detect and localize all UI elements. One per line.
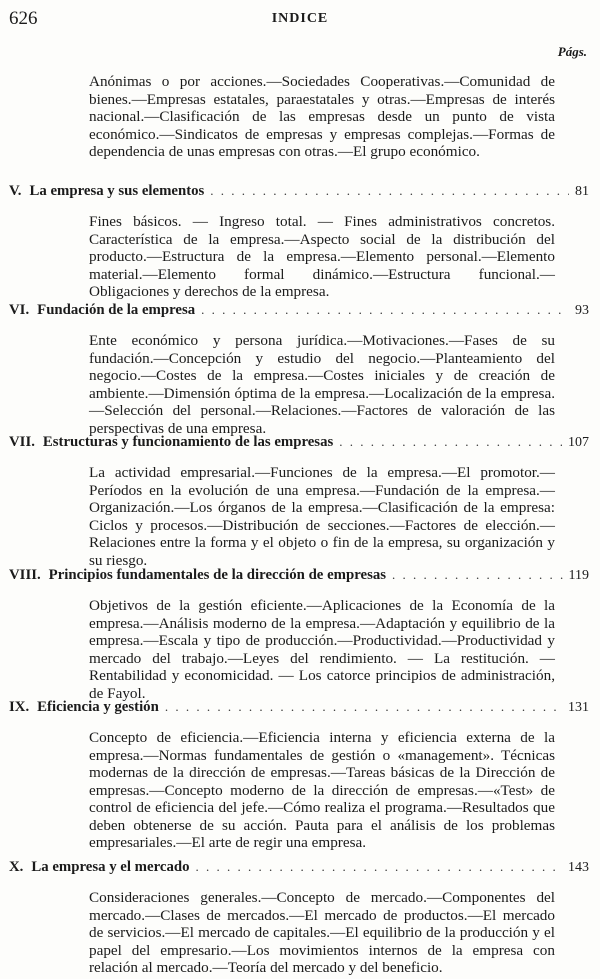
section-vi: [9, 302, 589, 437]
page-title: INDICE: [271, 11, 329, 26]
section-number: V.: [9, 183, 22, 199]
pages-column-label: Págs.: [557, 44, 587, 59]
section-page: 107: [568, 435, 589, 450]
section-body: La actividad empresarial.—Funciones de la empresa.—El promotor.—Períodos en la evolución de una empresa.—Fundación de la empresa.—Organización.—Los órganos de la empresa.—Clasificación de la empresa: Ciclos y procesos.—Distribución de secciones.—Factores de elección.—Relaciones entre la forma y el objeto o fin de la empresa, su organización y su riesgo.: [89, 464, 555, 569]
section-body: Ente económico y persona jurídica.—Motivaciones.—Fases de su fundación.—Concepción y estudio del negocio.—Planteamiento del negocio.—Costes de la empresa.—Costes iniciales y de creación de ambiente.—Dimensión óptima de la empresa.—Localización de la empresa.—Selección del personal.—Relaciones.—Factores de valoración de las perspectivas de una empresa.: [89, 332, 555, 437]
section-number: IX.: [9, 699, 30, 715]
section-page: 131: [568, 700, 589, 715]
section-page: 81: [575, 184, 589, 199]
section-number: X.: [9, 859, 24, 875]
leader-dots: [201, 302, 569, 318]
page-header: [0, 0, 600, 40]
leader-dots: [210, 183, 569, 199]
section-x: [9, 859, 589, 977]
section-page: 143: [568, 860, 589, 875]
section-heading: [9, 434, 589, 454]
section-body: Objetivos de la gestión eficiente.—Aplicaciones de la Economía de la empresa.—Análisis moderno de la empresa.—Adaptación y equilibrio de la empresa.—Escala y tipo de producción.—Productividad.—Productividad y mercado del trabajo.—Leyes del rendimiento. — La restitución. — Rentabilidad y economicidad. — Los catorce principios de administración, de Fayol.: [89, 597, 555, 702]
section-title: Estructuras y funcionamiento de las empresas: [42, 434, 334, 450]
section-number: VIII.: [9, 567, 41, 583]
section-title: La empresa y el mercado: [31, 859, 190, 875]
section-heading: [9, 859, 589, 879]
continuation-text: Anónimas o por acciones.—Sociedades Cooperativas.—Comunidad de bienes.—Empresas estatales, paraestatales y otras.—Empresas de interés nacional.—Clasificación de las empresas desde un punto de vista económico.—Sindicatos de empresas y empresas complejas.—Formas de dependencia de unas empresas con otras.—El grupo económico.: [89, 73, 555, 160]
section-heading: [9, 183, 589, 203]
leader-dots: [195, 859, 562, 875]
section-vii: [9, 434, 589, 569]
section-title: La empresa y sus elementos: [29, 183, 205, 199]
section-heading: [9, 699, 589, 719]
leader-dots: [165, 699, 562, 715]
section-number: VII.: [9, 434, 35, 450]
section-title: Eficiencia y gestión: [37, 699, 159, 715]
section-ix: [9, 699, 589, 852]
leader-dots: [392, 567, 563, 583]
section-body: Consideraciones generales.—Concepto de mercado.—Componentes del mercado.—Clases de mercados.—El mercado de productos.—El mercado de servicios.—El mercado de capitales.—El equilibrio de la producción y el papel del empresario.—Los movimientos internos de la empresa con relación al mercado.—Teoría del mercado y del beneficio.: [89, 889, 555, 976]
section-page: 119: [568, 568, 589, 583]
section-title: Principios fundamentales de la dirección de empresas: [48, 567, 386, 583]
section-viii: [9, 567, 589, 702]
page-number: 626: [9, 8, 38, 29]
section-body: Concepto de eficiencia.—Eficiencia interna y eficiencia externa de la empresa.—Normas fundamentales de gestión o «management». Técnicas modernas de la dirección de empresas.—Tareas básicas de la Dirección de empresas.—Concepto moderno de la dirección de empresas.—«Test» de control de eficiencia del jefe.—Cómo realiza el programa.—Resultados que deben obtenerse de su acción. Pauta para el análisis de los problemas empresariales.—El arte de regir una empresa.: [89, 729, 555, 851]
section-title: Fundación de la empresa: [37, 302, 196, 318]
section-page: 93: [575, 303, 589, 318]
section-body: Fines básicos. — Ingreso total. — Fines administrativos concretos. Característica de la empresa.—Aspecto social de la distribución del producto.—Estructura de la empresa.—Elemento personal.—Elemento material.—Elemento formal dinámico.—Estructura funcional.—Obligaciones y derechos de la empresa.: [89, 213, 555, 300]
section-number: VI.: [9, 302, 30, 318]
section-heading: [9, 302, 589, 322]
section-v: [9, 183, 589, 301]
leader-dots: [339, 434, 562, 450]
section-heading: [9, 567, 589, 587]
